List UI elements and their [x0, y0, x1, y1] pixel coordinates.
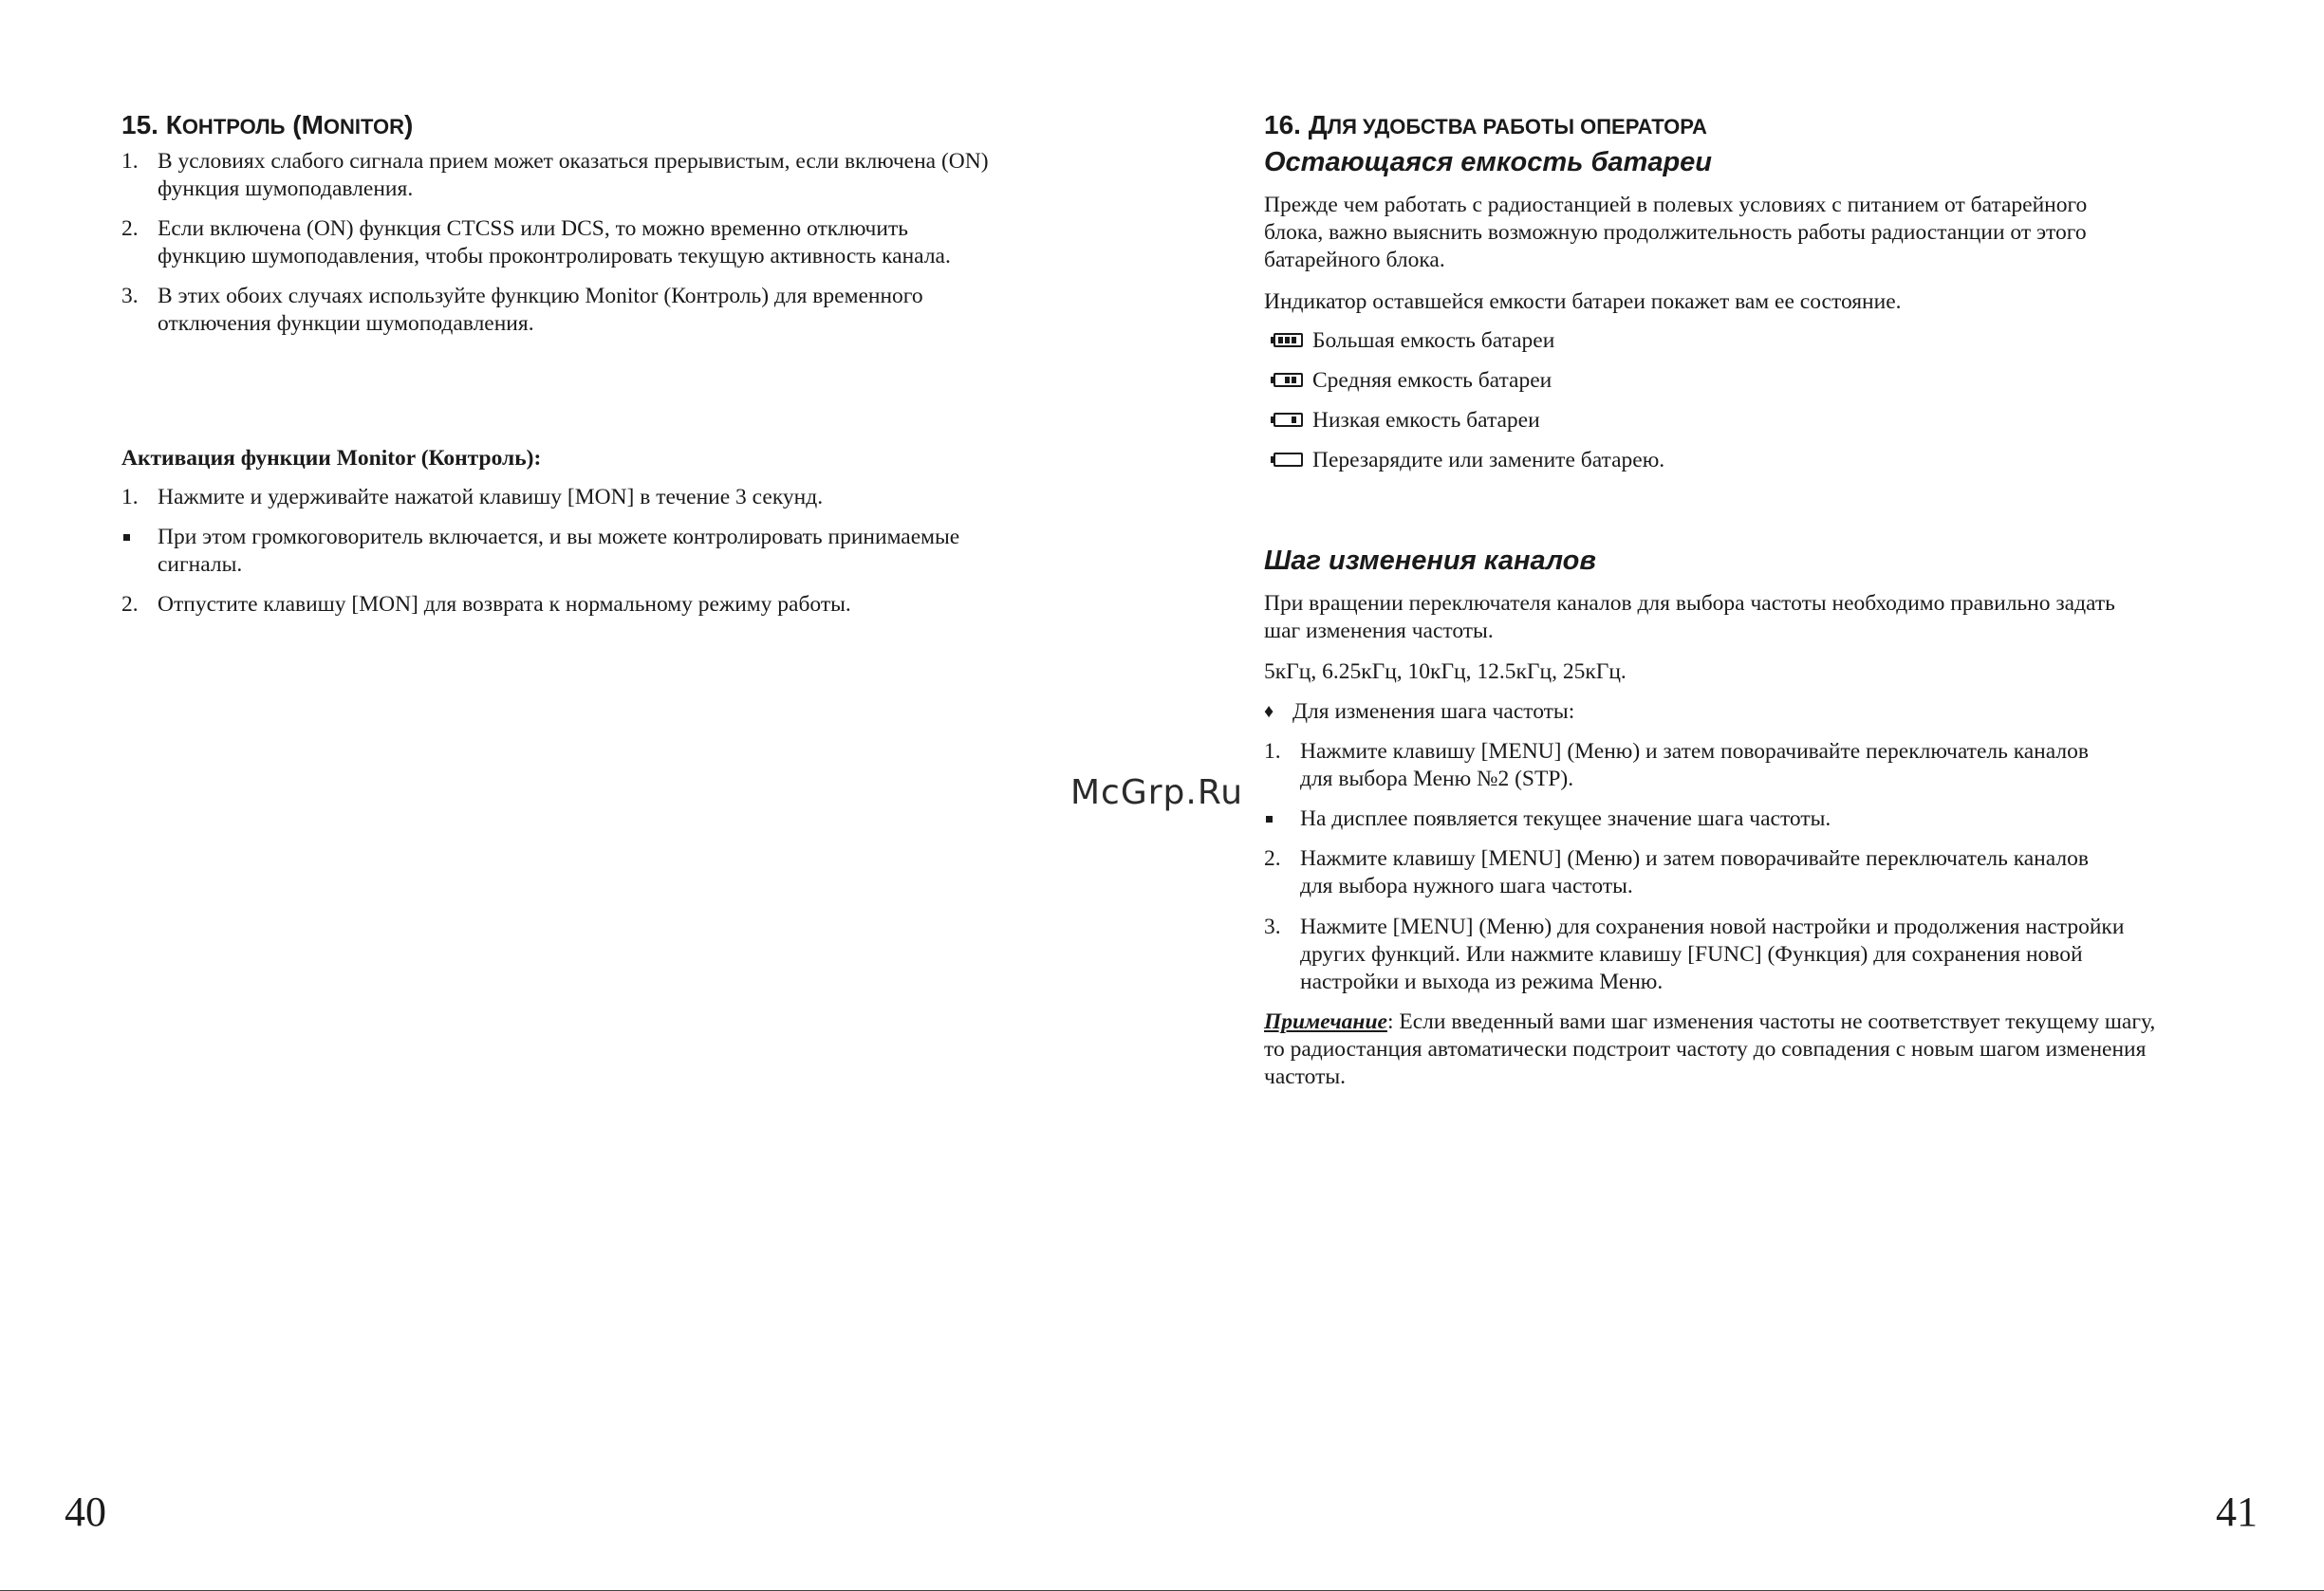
- battery-indicator-text: Индикатор оставшейся емкости батареи покажет вам ее состояние.: [1264, 289, 1902, 314]
- left-page: 15. КОНТРОЛЬ (MONITOR) 1. В условиях слабого сигнала прием может оказаться прерывистым, если включена (ON) функция шумоподавления. 2. Если включена (ON) функция CTCSS или DCS, то можно временно отключить функцию шумоподавления, чтобы проконтролировать текущую активность канала. 3. В этих обоих случаях используйте функцию Monitor (Контроль) для временного отключения функции шумоподавления. Активация функции Monitor (Контроль): 1. Нажмите и удерживайте нажатой клавишу [MON] в течение 3 секунд. При этом громкоговоритель включается, и вы можете контролировать принимаемые сигналы. 2. Отпустите клавишу [MON] для возврата к нормальному режиму работы. 40: [65, 110, 989, 1535]
- battery-level-row: Низкая емкость батареи: [1274, 407, 1540, 435]
- battery-capacity-title: Остающаяся емкость батареи: [1264, 147, 1713, 177]
- section-16-heading: 16. ДЛЯ УДОБСТВА РАБОТЫ ОПЕРАТОРА: [1264, 110, 1707, 139]
- diamond-bullet-icon: ♦: [1264, 701, 1274, 722]
- step-values: 5кГц, 6.25кГц, 10кГц, 12.5кГц, 25кГц.: [1264, 659, 1627, 684]
- note-label: Примечание: [1264, 1009, 1387, 1034]
- section-15-heading: 15. КОНТРОЛЬ (MONITOR): [121, 110, 414, 139]
- battery-empty-icon: [1274, 453, 1303, 467]
- watermark: McGrp.Ru: [1070, 773, 1244, 812]
- page-number: 40: [65, 1489, 106, 1535]
- square-bullet-icon: [1266, 816, 1273, 823]
- battery-level-row: Большая емкость батареи: [1274, 327, 1554, 355]
- page-number: 41: [2216, 1489, 2258, 1535]
- battery-low-icon: [1274, 413, 1303, 427]
- channel-step-title: Шаг изменения каналов: [1264, 546, 1596, 576]
- channel-step-paragraph: При вращении переключателя каналов для выбора частоты необходимо правильно задать шаг изменения частоты.: [1264, 591, 2115, 643]
- battery-paragraph: Прежде чем работать с радиостанцией в полевых условиях с питанием от батарейного блока, важно выяснить возможную продолжительность работы радиостанции от этого батарейного блока.: [1264, 193, 2088, 272]
- battery-level-row: Перезарядите или замените батарею.: [1274, 447, 1664, 474]
- battery-medium-icon: [1274, 373, 1303, 387]
- battery-full-icon: [1274, 333, 1303, 347]
- battery-level-row: Средняя емкость батареи: [1274, 367, 1552, 395]
- square-bullet-icon: [123, 534, 130, 541]
- right-page: 16. ДЛЯ УДОБСТВА РАБОТЫ ОПЕРАТОРА Остающаяся емкость батареи Прежде чем работать с радиостанцией в полевых условиях с питанием от батарейного блока, важно выяснить возможную продолжительность работы радиостанции от этого батарейного блока. Индикатор оставшейся емкости батареи покажет вам ее состояние. Большая емкость батареи Средняя емкость батареи Низкая емкость батареи Перезарядите или замените батарею. Шаг изменения каналов При вращении переключателя каналов для выбора частоты необходимо правильно задать шаг изменения частоты. 5кГц, 6.25кГц, 10кГц, 12.5кГц, 25кГц. ♦ Для изменения шага частоты: 1. Нажмите клавишу [MENU] (Меню) и затем поворачивайте переключатель каналов для выбора Меню №2 (STP). На дисплее появляется текущее значение шага частоты. 2. Нажмите клавишу [MENU] (Меню) и затем поворачивайте переключатель каналов для выбора нужного шага частоты. 3. Нажмите [MENU] (Меню) для сохранения новой настройки и продолжения настройки других функций. Или нажмите клавишу [FUNC] (Функция) для сохранения новой настройки и выхода из режима Меню. Примечание: Если введенный вами шаг изменения частоты не соответствует текущему шагу, то радиостанция автоматически подстроит частоту до совпадения с новым шагом изменения частоты. 41: [1264, 110, 2258, 1535]
- activation-title: Активация функции Monitor (Контроль):: [121, 446, 542, 471]
- note-paragraph: Примечание: Если введенный вами шаг изменения частоты не соответствует текущему шагу, то радиостанция автоматически подстроит частоту до совпадения с новым шагом изменения частоты.: [1264, 1009, 2156, 1089]
